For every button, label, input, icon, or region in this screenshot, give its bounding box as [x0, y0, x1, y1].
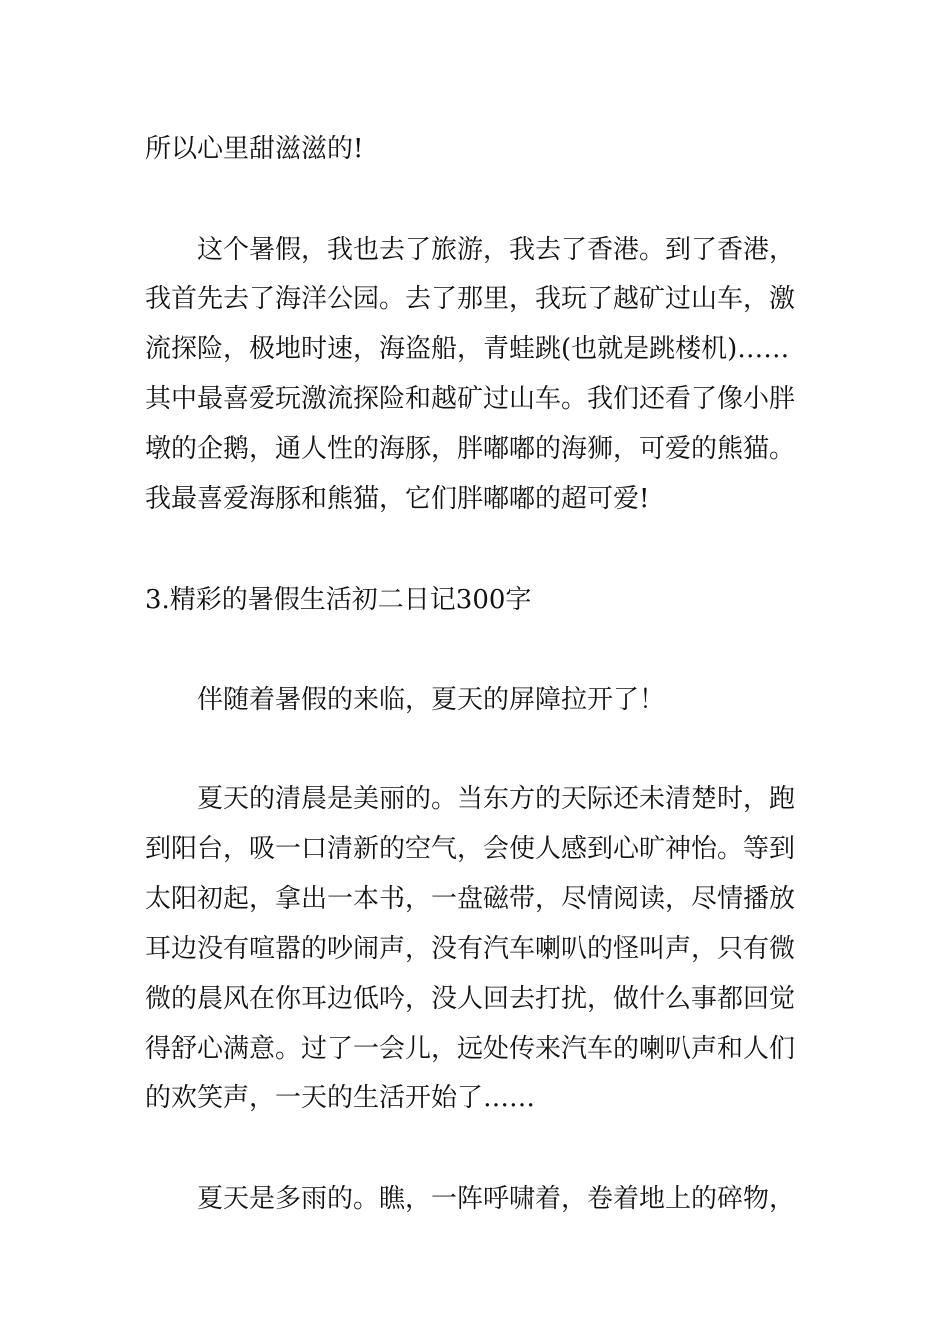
paragraph-line: 耳边没有喧嚣的吵闹声，没有汽车喇叭的怪叫声，只有微	[145, 934, 796, 964]
paragraph-line: 流探险，极地时速，海盗船，青蛙跳(也就是跳楼机)……	[145, 334, 790, 364]
section-heading: 3.精彩的暑假生活初二日记300字	[145, 585, 532, 615]
paragraph-line: 我最喜爱海豚和熊猫，它们胖嘟嘟的超可爱!	[145, 484, 650, 514]
paragraph-line: 得舒心满意。过了一会儿，远处传来汽车的喇叭声和人们	[145, 1034, 796, 1064]
paragraph-line: 夏天是多雨的。瞧，一阵呼啸着，卷着地上的碎物，	[197, 1184, 796, 1214]
paragraph-line: 太阳初起，拿出一本书，一盘磁带，尽情阅读，尽情播放	[145, 884, 796, 914]
paragraph-line: 这个暑假，我也去了旅游，我去了香港。到了香港，	[197, 235, 796, 265]
paragraph-line: 夏天的清晨是美丽的。当东方的天际还未清楚时，跑	[197, 784, 796, 814]
paragraph-line: 到阳台，吸一口清新的空气，会使人感到心旷神怡。等到	[145, 834, 796, 864]
paragraph-line: 墩的企鹅，通人性的海豚，胖嘟嘟的海狮，可爱的熊猫。	[145, 434, 796, 464]
paragraph-line: 我首先去了海洋公园。去了那里，我玩了越矿过山车，激	[145, 284, 796, 314]
paragraph-line: 的欢笑声，一天的生活开始了……	[145, 1083, 536, 1113]
paragraph-line: 其中最喜爱玩激流探险和越矿过山车。我们还看了像小胖	[145, 384, 796, 414]
paragraph-line: 伴随着暑假的来临，夏天的屏障拉开了！	[197, 685, 666, 715]
paragraph-line: 微的晨风在你耳边低吟，没人回去打扰，做什么事都回觉	[145, 984, 796, 1014]
paragraph-line: 所以心里甜滋滋的!	[145, 134, 364, 164]
